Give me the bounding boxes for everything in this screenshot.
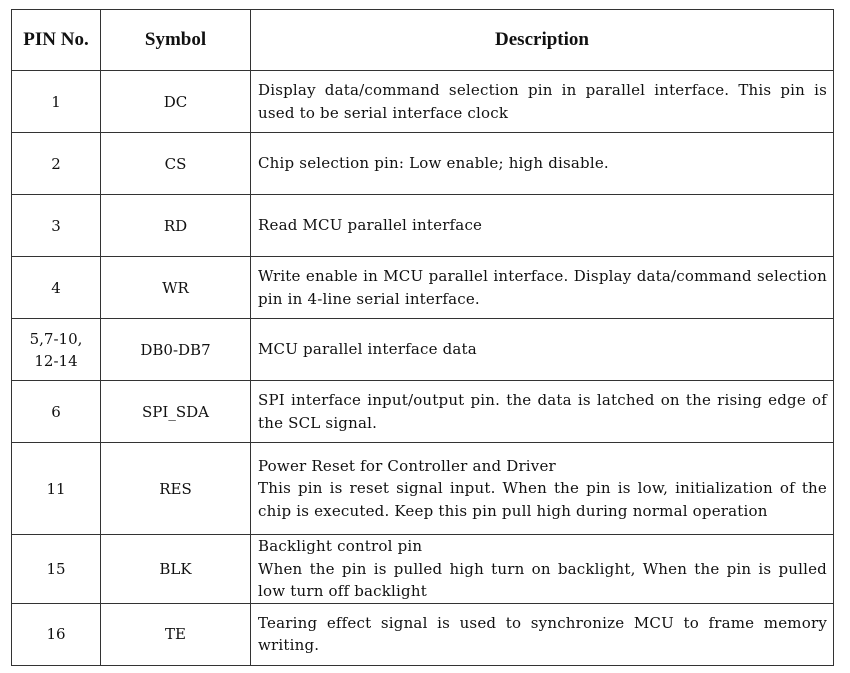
table-row — [12, 535, 834, 604]
pin-number: 4 — [12, 257, 101, 319]
description-line: Read MCU parallel interface — [258, 216, 483, 235]
pin-number: 6 — [12, 381, 101, 443]
table-row — [12, 381, 834, 443]
pin-description — [251, 257, 834, 319]
header-description: Description — [251, 10, 834, 71]
pin-number: 2 — [12, 133, 101, 195]
pin-number: 3 — [12, 195, 101, 257]
pin-symbol: DC — [101, 71, 251, 133]
header-symbol: Symbol — [101, 10, 251, 71]
description-line: MCU parallel interface data — [258, 340, 477, 359]
pin-number: 11 — [12, 443, 101, 535]
table-row — [12, 443, 834, 535]
description-line: Display data/command selection pin in parallel interface. This pin is used to be serial interface clock — [258, 81, 827, 122]
header-pin: PIN No. — [12, 10, 101, 71]
pin-number: 16 — [12, 603, 101, 665]
pin-number: 5,7-10, 12-14 — [12, 319, 101, 381]
pin-number: 15 — [12, 535, 101, 604]
description-line: Power Reset for Controller and Driver — [258, 456, 556, 475]
pin-table — [11, 9, 834, 666]
pin-description — [251, 443, 834, 535]
table-row — [12, 319, 834, 381]
description-line: When the pin is pulled high turn on backlight, When the pin is pulled low turn off backlight — [258, 559, 827, 600]
table-row — [12, 133, 834, 195]
pin-symbol: RES — [101, 443, 251, 535]
pin-symbol: WR — [101, 257, 251, 319]
pin-number: 1 — [12, 71, 101, 133]
pin-symbol: BLK — [101, 535, 251, 604]
pin-description — [251, 603, 834, 665]
header-row — [12, 10, 834, 71]
description-line: Chip selection pin: Low enable; high disable. — [258, 154, 609, 173]
pin-symbol: CS — [101, 133, 251, 195]
pin-description — [251, 195, 834, 257]
pin-symbol: DB0-DB7 — [101, 319, 251, 381]
table-row — [12, 257, 834, 319]
table-row — [12, 603, 834, 665]
pin-description — [251, 319, 834, 381]
pin-description — [251, 381, 834, 443]
description-line: Tearing effect signal is used to synchronize MCU to frame memory writing. — [258, 613, 827, 654]
table-row — [12, 195, 834, 257]
pin-symbol: TE — [101, 603, 251, 665]
pin-description — [251, 71, 834, 133]
description-line: Write enable in MCU parallel interface. Display data/command selection pin in 4-line serial interface. — [258, 267, 827, 308]
pin-symbol: SPI_SDA — [101, 381, 251, 443]
table-row — [12, 71, 834, 133]
description-line: This pin is reset signal input. When the pin is low, initialization of the chip is executed. Keep this pin pull high during normal operation — [258, 479, 827, 520]
pin-symbol: RD — [101, 195, 251, 257]
pin-description — [251, 535, 834, 604]
description-line: Backlight control pin — [258, 537, 423, 555]
description-line: SPI interface input/output pin. the data is latched on the rising edge of the SCL signal. — [258, 391, 827, 432]
pin-description — [251, 133, 834, 195]
